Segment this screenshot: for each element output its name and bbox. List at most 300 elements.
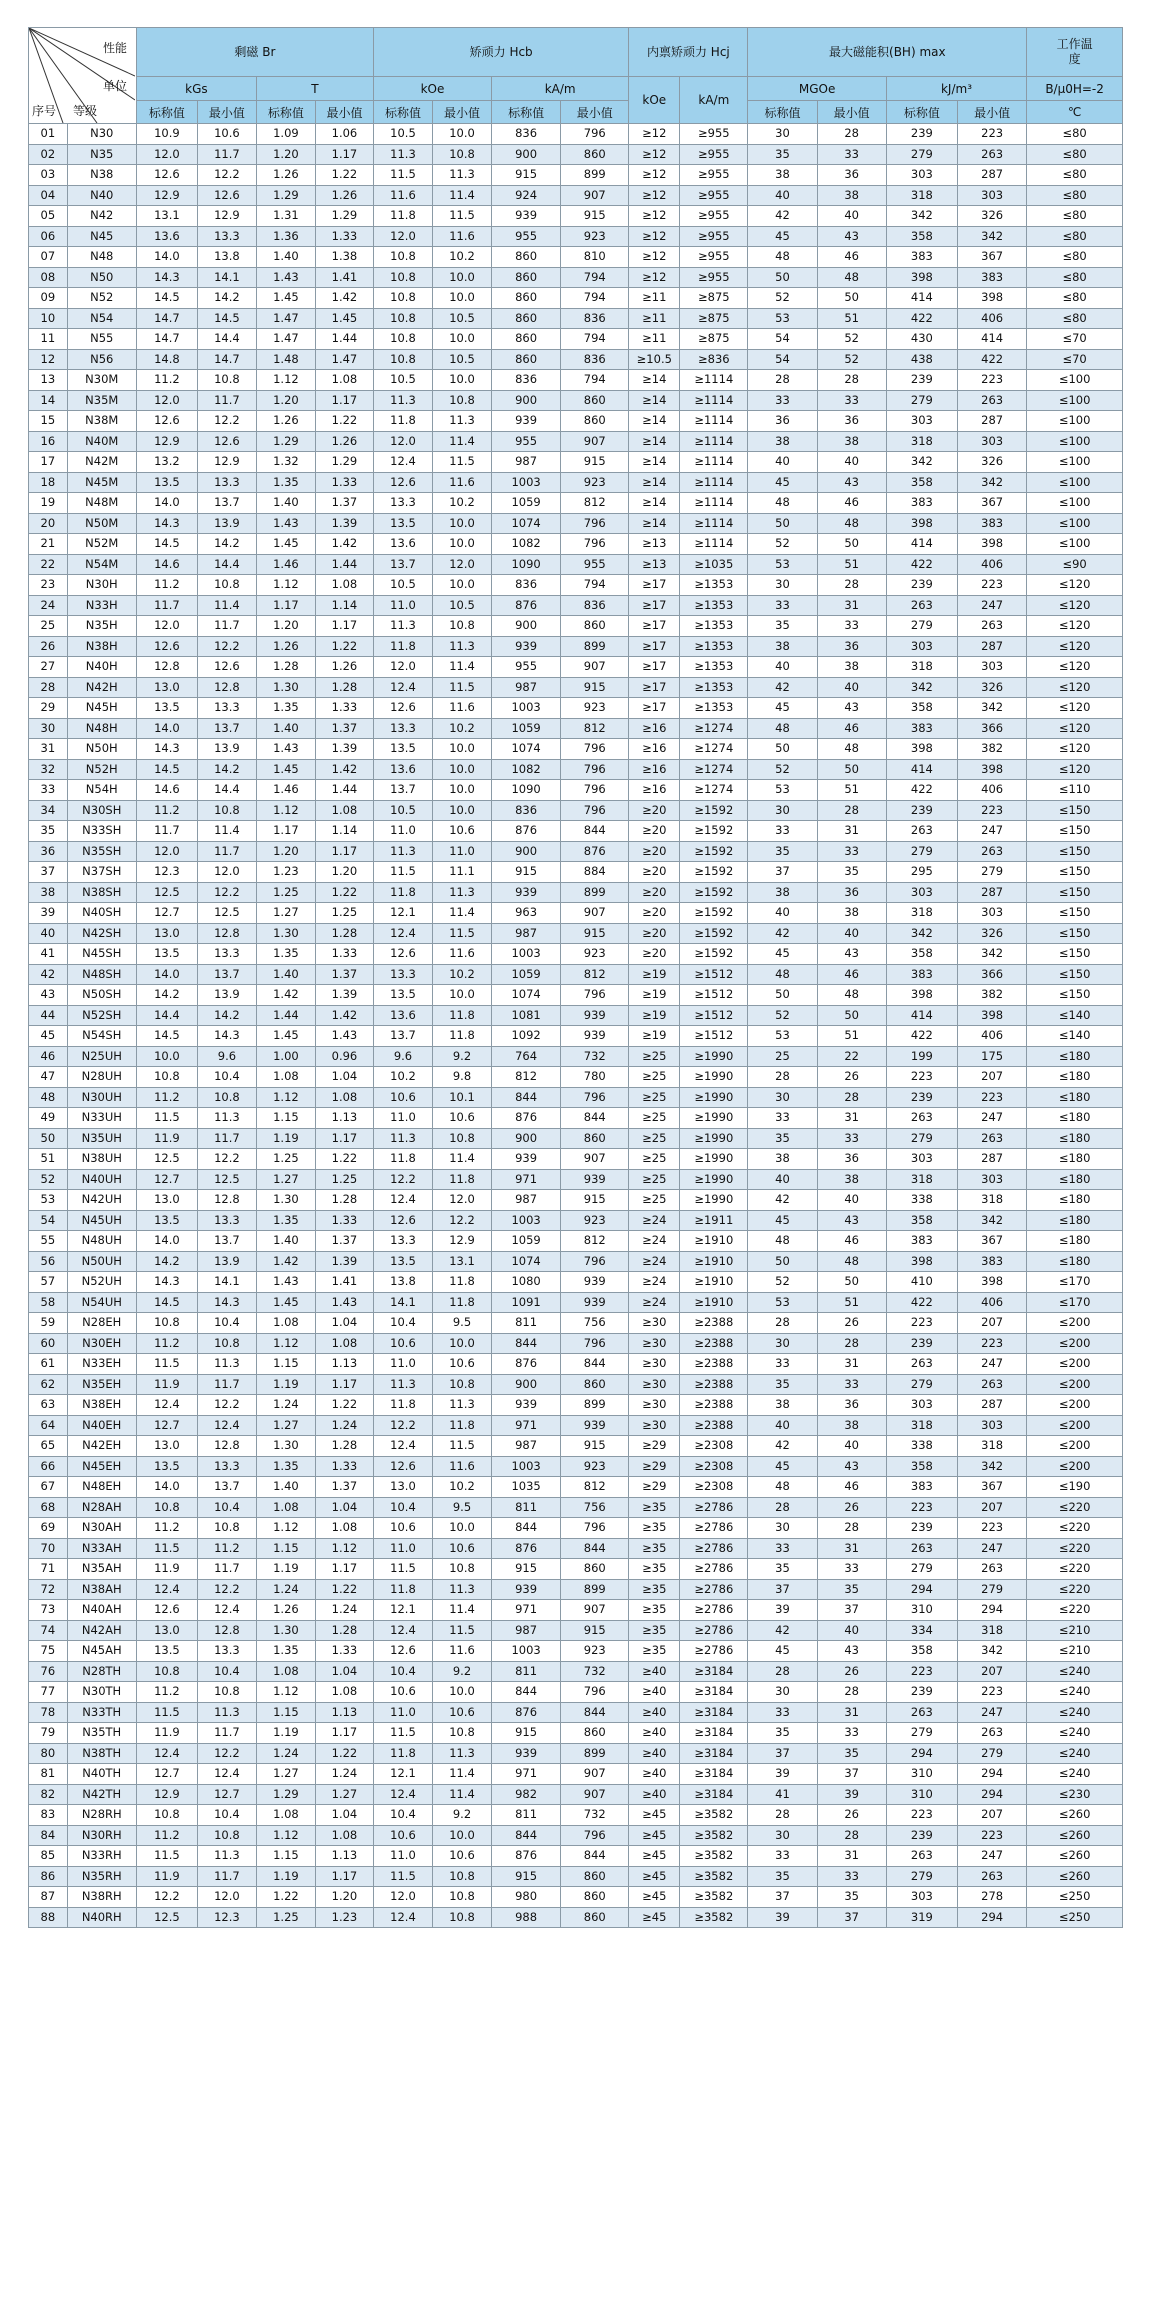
cell-serial: 78	[29, 1702, 68, 1723]
table-row	[29, 1456, 1123, 1477]
cell-hcb-koe-min: 11.8	[432, 1415, 491, 1436]
cell-br-t-nominal: 1.40	[256, 1231, 315, 1252]
cell-br-t-nominal: 1.30	[256, 1436, 315, 1457]
cell-hcb-koe-min: 10.8	[432, 1559, 491, 1580]
cell-br-kgs-nominal: 12.2	[136, 1887, 197, 1908]
cell-max-temp: ≤220	[1027, 1497, 1123, 1518]
cell-bh-mgoe-nominal: 42	[748, 206, 817, 227]
cell-bh-mgoe-nominal: 41	[748, 1784, 817, 1805]
cell-br-t-min: 1.17	[315, 144, 373, 165]
cell-hcb-koe-min: 10.0	[432, 267, 491, 288]
cell-bh-mgoe-min: 46	[817, 1477, 886, 1498]
cell-hcb-koe-min: 10.5	[432, 349, 491, 370]
cell-hcb-koe-min: 13.1	[432, 1251, 491, 1272]
cell-hcb-koe-nominal: 10.8	[373, 329, 432, 350]
cell-br-kgs-min: 12.9	[197, 452, 256, 473]
cell-bh-kjm3-min: 303	[958, 1415, 1027, 1436]
cell-br-kgs-nominal: 12.7	[136, 1764, 197, 1785]
cell-br-t-nominal: 1.12	[256, 1333, 315, 1354]
cell-hcj-kam: ≥3184	[680, 1764, 748, 1785]
cell-br-kgs-min: 11.7	[197, 390, 256, 411]
cell-hcj-kam: ≥955	[680, 206, 748, 227]
cell-bh-kjm3-min: 383	[958, 267, 1027, 288]
cell-br-t-nominal: 1.27	[256, 903, 315, 924]
cell-br-kgs-min: 14.1	[197, 1272, 256, 1293]
cell-bh-kjm3-nominal: 294	[886, 1743, 957, 1764]
cell-hcj-kam: ≥1114	[680, 493, 748, 514]
cell-bh-mgoe-nominal: 42	[748, 1190, 817, 1211]
cell-hcb-kam-min: 796	[561, 780, 629, 801]
cell-bh-mgoe-nominal: 28	[748, 1661, 817, 1682]
cell-serial: 72	[29, 1579, 68, 1600]
cell-hcb-kam-nominal: 876	[492, 821, 561, 842]
table-row	[29, 1600, 1123, 1621]
cell-max-temp: ≤70	[1027, 349, 1123, 370]
cell-hcb-kam-min: 796	[561, 534, 629, 555]
cell-bh-kjm3-min: 279	[958, 1743, 1027, 1764]
cell-hcj-koe: ≥24	[629, 1251, 680, 1272]
cell-br-kgs-nominal: 14.7	[136, 308, 197, 329]
cell-br-t-nominal: 1.17	[256, 595, 315, 616]
cell-bh-mgoe-nominal: 25	[748, 1046, 817, 1067]
cell-grade: N42EH	[67, 1436, 136, 1457]
cell-serial: 37	[29, 862, 68, 883]
cell-bh-kjm3-min: 294	[958, 1600, 1027, 1621]
cell-hcb-koe-nominal: 12.0	[373, 657, 432, 678]
cell-bh-kjm3-nominal: 383	[886, 964, 957, 985]
cell-bh-kjm3-min: 223	[958, 1825, 1027, 1846]
cell-hcj-kam: ≥955	[680, 247, 748, 268]
cell-hcb-koe-min: 10.8	[432, 1907, 491, 1928]
table-row	[29, 1497, 1123, 1518]
cell-br-kgs-nominal: 10.8	[136, 1067, 197, 1088]
cell-bh-kjm3-nominal: 383	[886, 1477, 957, 1498]
cell-bh-kjm3-nominal: 358	[886, 226, 957, 247]
cell-br-t-nominal: 1.30	[256, 1190, 315, 1211]
unit-koe: kOe	[373, 77, 491, 101]
cell-hcb-koe-min: 9.5	[432, 1497, 491, 1518]
table-row	[29, 1477, 1123, 1498]
cell-br-t-min: 1.39	[315, 985, 373, 1006]
cell-serial: 73	[29, 1600, 68, 1621]
cell-bh-mgoe-min: 48	[817, 985, 886, 1006]
cell-max-temp: ≤120	[1027, 575, 1123, 596]
cell-hcb-koe-min: 10.8	[432, 616, 491, 637]
cell-br-kgs-min: 12.2	[197, 882, 256, 903]
cell-max-temp: ≤100	[1027, 472, 1123, 493]
cell-bh-kjm3-nominal: 422	[886, 1292, 957, 1313]
cell-br-t-min: 1.17	[315, 1559, 373, 1580]
cell-bh-mgoe-min: 31	[817, 821, 886, 842]
cell-bh-kjm3-nominal: 239	[886, 124, 957, 145]
cell-bh-kjm3-nominal: 422	[886, 308, 957, 329]
cell-bh-kjm3-min: 263	[958, 1128, 1027, 1149]
cell-br-kgs-min: 12.4	[197, 1600, 256, 1621]
cell-hcb-kam-nominal: 1003	[492, 1641, 561, 1662]
cell-hcb-koe-min: 10.8	[432, 1374, 491, 1395]
cell-br-t-min: 1.29	[315, 452, 373, 473]
cell-bh-kjm3-min: 367	[958, 247, 1027, 268]
cell-br-t-min: 1.26	[315, 431, 373, 452]
cell-hcj-kam: ≥2308	[680, 1477, 748, 1498]
cell-bh-kjm3-min: 342	[958, 472, 1027, 493]
cell-bh-mgoe-nominal: 33	[748, 390, 817, 411]
cell-br-kgs-min: 11.3	[197, 1846, 256, 1867]
cell-hcb-kam-min: 794	[561, 288, 629, 309]
cell-serial: 80	[29, 1743, 68, 1764]
cell-grade: N40SH	[67, 903, 136, 924]
cell-max-temp: ≤220	[1027, 1518, 1123, 1539]
cell-hcb-koe-nominal: 11.0	[373, 595, 432, 616]
cell-hcb-kam-nominal: 955	[492, 226, 561, 247]
cell-bh-mgoe-min: 28	[817, 575, 886, 596]
cell-br-t-min: 1.33	[315, 472, 373, 493]
cell-hcb-kam-nominal: 1003	[492, 1210, 561, 1231]
cell-hcb-kam-min: 939	[561, 1272, 629, 1293]
cell-br-kgs-nominal: 11.2	[136, 370, 197, 391]
cell-hcj-kam: ≥955	[680, 226, 748, 247]
cell-hcb-koe-nominal: 11.3	[373, 1374, 432, 1395]
table-row	[29, 247, 1123, 268]
cell-br-t-nominal: 1.42	[256, 985, 315, 1006]
cell-hcb-kam-min: 844	[561, 1538, 629, 1559]
cell-br-kgs-nominal: 10.8	[136, 1497, 197, 1518]
cell-hcj-koe: ≥11	[629, 308, 680, 329]
cell-serial: 23	[29, 575, 68, 596]
cell-hcb-kam-nominal: 860	[492, 247, 561, 268]
cell-bh-mgoe-min: 43	[817, 1641, 886, 1662]
cell-hcb-kam-nominal: 836	[492, 124, 561, 145]
cell-br-t-nominal: 1.20	[256, 841, 315, 862]
cell-hcj-koe: ≥40	[629, 1723, 680, 1744]
cell-max-temp: ≤80	[1027, 185, 1123, 206]
cell-br-kgs-min: 12.8	[197, 923, 256, 944]
cell-hcb-koe-nominal: 10.6	[373, 1333, 432, 1354]
cell-bh-kjm3-min: 398	[958, 534, 1027, 555]
cell-bh-kjm3-min: 247	[958, 595, 1027, 616]
cell-br-t-nominal: 1.12	[256, 1518, 315, 1539]
cell-bh-mgoe-min: 39	[817, 1784, 886, 1805]
cell-br-kgs-nominal: 12.4	[136, 1579, 197, 1600]
cell-bh-mgoe-nominal: 35	[748, 1866, 817, 1887]
cell-hcj-kam: ≥875	[680, 308, 748, 329]
cell-br-kgs-min: 12.2	[197, 1149, 256, 1170]
cell-grade: N28UH	[67, 1067, 136, 1088]
cell-hcb-kam-nominal: 836	[492, 370, 561, 391]
cell-hcb-koe-nominal: 13.0	[373, 1477, 432, 1498]
cell-serial: 49	[29, 1108, 68, 1129]
header-remanence: 剩磁 Br	[136, 28, 373, 77]
cell-hcb-koe-min: 10.6	[432, 1702, 491, 1723]
cell-br-t-nominal: 1.08	[256, 1661, 315, 1682]
cell-bh-mgoe-nominal: 30	[748, 800, 817, 821]
cell-br-kgs-nominal: 14.6	[136, 554, 197, 575]
table-row	[29, 431, 1123, 452]
cell-bh-mgoe-min: 36	[817, 1149, 886, 1170]
cell-grade: N28EH	[67, 1313, 136, 1334]
cell-hcj-koe: ≥40	[629, 1702, 680, 1723]
cell-hcb-kam-min: 915	[561, 1436, 629, 1457]
cell-hcb-koe-nominal: 10.8	[373, 267, 432, 288]
table-row	[29, 841, 1123, 862]
unit-mgoe: MGOe	[748, 77, 886, 101]
cell-bh-mgoe-nominal: 45	[748, 698, 817, 719]
cell-hcj-kam: ≥3184	[680, 1682, 748, 1703]
cell-hcb-kam-min: 860	[561, 144, 629, 165]
table-row	[29, 1866, 1123, 1887]
cell-hcb-koe-nominal: 10.8	[373, 349, 432, 370]
cell-bh-mgoe-nominal: 30	[748, 575, 817, 596]
cell-hcb-koe-min: 10.6	[432, 1846, 491, 1867]
cell-hcj-koe: ≥14	[629, 411, 680, 432]
cell-br-t-nominal: 1.30	[256, 923, 315, 944]
cell-br-kgs-nominal: 11.2	[136, 1518, 197, 1539]
cell-br-kgs-min: 11.7	[197, 616, 256, 637]
cell-hcb-koe-min: 10.0	[432, 534, 491, 555]
cell-bh-mgoe-min: 28	[817, 1518, 886, 1539]
cell-hcb-koe-min: 10.5	[432, 308, 491, 329]
cell-hcj-koe: ≥14	[629, 431, 680, 452]
cell-hcb-kam-min: 796	[561, 124, 629, 145]
cell-hcj-koe: ≥16	[629, 780, 680, 801]
cell-serial: 34	[29, 800, 68, 821]
cell-hcb-koe-min: 11.1	[432, 862, 491, 883]
cell-br-t-nominal: 1.12	[256, 1087, 315, 1108]
cell-bh-kjm3-nominal: 279	[886, 144, 957, 165]
cell-hcj-kam: ≥1911	[680, 1210, 748, 1231]
cell-hcb-koe-min: 11.5	[432, 1620, 491, 1641]
cell-bh-mgoe-nominal: 45	[748, 1210, 817, 1231]
cell-bh-mgoe-nominal: 33	[748, 1108, 817, 1129]
cell-br-kgs-nominal: 12.6	[136, 1600, 197, 1621]
cell-max-temp: ≤100	[1027, 411, 1123, 432]
cell-hcj-koe: ≥19	[629, 1005, 680, 1026]
cell-grade: N30TH	[67, 1682, 136, 1703]
cell-bh-kjm3-min: 279	[958, 862, 1027, 883]
cell-hcb-kam-min: 923	[561, 1641, 629, 1662]
corner-label-grade: 等级	[73, 104, 98, 118]
cell-max-temp: ≤150	[1027, 800, 1123, 821]
table-row	[29, 821, 1123, 842]
cell-br-t-min: 1.42	[315, 534, 373, 555]
cell-bh-kjm3-min: 326	[958, 452, 1027, 473]
cell-hcj-koe: ≥40	[629, 1682, 680, 1703]
cell-serial: 15	[29, 411, 68, 432]
cell-bh-kjm3-nominal: 422	[886, 1026, 957, 1047]
cell-bh-kjm3-nominal: 398	[886, 267, 957, 288]
cell-bh-kjm3-nominal: 398	[886, 985, 957, 1006]
cell-hcb-kam-nominal: 988	[492, 1907, 561, 1928]
cell-bh-kjm3-min: 406	[958, 1292, 1027, 1313]
cell-bh-kjm3-min: 342	[958, 1210, 1027, 1231]
cell-br-kgs-nominal: 11.9	[136, 1559, 197, 1580]
cell-br-kgs-min: 12.0	[197, 1887, 256, 1908]
cell-hcb-koe-nominal: 11.8	[373, 1149, 432, 1170]
cell-hcb-kam-min: 796	[561, 985, 629, 1006]
cell-br-kgs-min: 13.3	[197, 472, 256, 493]
cell-hcj-kam: ≥1990	[680, 1169, 748, 1190]
table-row	[29, 1026, 1123, 1047]
cell-bh-mgoe-nominal: 53	[748, 308, 817, 329]
cell-bh-kjm3-nominal: 263	[886, 595, 957, 616]
cell-bh-mgoe-min: 38	[817, 1415, 886, 1436]
cell-hcj-koe: ≥25	[629, 1108, 680, 1129]
cell-bh-kjm3-nominal: 303	[886, 1395, 957, 1416]
cell-max-temp: ≤120	[1027, 616, 1123, 637]
cell-bh-mgoe-nominal: 33	[748, 821, 817, 842]
cell-hcb-koe-min: 10.6	[432, 1108, 491, 1129]
cell-hcb-koe-min: 11.3	[432, 1395, 491, 1416]
cell-bh-kjm3-min: 342	[958, 1456, 1027, 1477]
cell-max-temp: ≤260	[1027, 1805, 1123, 1826]
cell-br-t-nominal: 1.12	[256, 800, 315, 821]
cell-grade: N38TH	[67, 1743, 136, 1764]
cell-br-kgs-nominal: 11.9	[136, 1723, 197, 1744]
cell-hcb-kam-min: 732	[561, 1805, 629, 1826]
cell-serial: 46	[29, 1046, 68, 1067]
cell-serial: 60	[29, 1333, 68, 1354]
cell-br-t-min: 1.22	[315, 411, 373, 432]
cell-hcj-koe: ≥16	[629, 739, 680, 760]
cell-hcb-kam-min: 860	[561, 1723, 629, 1744]
cell-br-t-min: 1.37	[315, 493, 373, 514]
cell-hcb-kam-nominal: 900	[492, 1128, 561, 1149]
cell-br-kgs-nominal: 11.7	[136, 595, 197, 616]
cell-hcb-kam-min: 939	[561, 1169, 629, 1190]
cell-hcj-koe: ≥14	[629, 493, 680, 514]
cell-hcb-koe-min: 10.6	[432, 1354, 491, 1375]
corner-label-serial: 序号	[32, 104, 57, 118]
cell-serial: 20	[29, 513, 68, 534]
cell-bh-mgoe-nominal: 48	[748, 247, 817, 268]
cell-br-kgs-nominal: 14.5	[136, 1026, 197, 1047]
cell-bh-mgoe-nominal: 39	[748, 1907, 817, 1928]
cell-max-temp: ≤210	[1027, 1620, 1123, 1641]
cell-hcj-kam: ≥1274	[680, 739, 748, 760]
cell-hcb-koe-nominal: 12.4	[373, 1907, 432, 1928]
cell-bh-mgoe-min: 22	[817, 1046, 886, 1067]
cell-max-temp: ≤200	[1027, 1354, 1123, 1375]
table-row	[29, 1005, 1123, 1026]
cell-hcb-kam-nominal: 939	[492, 1579, 561, 1600]
cell-hcb-koe-nominal: 10.4	[373, 1497, 432, 1518]
cell-bh-kjm3-nominal: 303	[886, 1149, 957, 1170]
cell-hcb-kam-nominal: 1074	[492, 739, 561, 760]
cell-hcb-kam-min: 915	[561, 1190, 629, 1211]
cell-hcb-kam-min: 796	[561, 513, 629, 534]
cell-hcj-kam: ≥1512	[680, 1026, 748, 1047]
cell-max-temp: ≤120	[1027, 718, 1123, 739]
cell-serial: 52	[29, 1169, 68, 1190]
cell-hcj-koe: ≥30	[629, 1415, 680, 1436]
cell-hcj-koe: ≥17	[629, 636, 680, 657]
cell-max-temp: ≤150	[1027, 944, 1123, 965]
cell-bh-kjm3-nominal: 279	[886, 390, 957, 411]
cell-br-kgs-nominal: 12.5	[136, 882, 197, 903]
cell-br-t-min: 1.17	[315, 616, 373, 637]
cell-max-temp: ≤200	[1027, 1313, 1123, 1334]
cell-hcj-koe: ≥45	[629, 1805, 680, 1826]
cell-serial: 32	[29, 759, 68, 780]
cell-max-temp: ≤80	[1027, 288, 1123, 309]
cell-hcb-kam-min: 899	[561, 882, 629, 903]
cell-bh-mgoe-min: 28	[817, 1333, 886, 1354]
cell-serial: 41	[29, 944, 68, 965]
cell-serial: 48	[29, 1087, 68, 1108]
cell-bh-kjm3-min: 406	[958, 308, 1027, 329]
cell-br-t-nominal: 1.35	[256, 1641, 315, 1662]
cell-hcb-kam-nominal: 876	[492, 1354, 561, 1375]
cell-bh-kjm3-min: 398	[958, 1272, 1027, 1293]
cell-br-kgs-min: 13.7	[197, 964, 256, 985]
cell-hcb-kam-min: 907	[561, 657, 629, 678]
cell-br-t-nominal: 1.19	[256, 1374, 315, 1395]
table-row	[29, 185, 1123, 206]
cell-hcb-kam-min: 923	[561, 472, 629, 493]
header-row-units	[29, 77, 1123, 101]
cell-br-t-min: 1.13	[315, 1108, 373, 1129]
cell-hcj-koe: ≥30	[629, 1313, 680, 1334]
cell-hcj-koe: ≥20	[629, 923, 680, 944]
cell-hcb-koe-min: 10.8	[432, 1723, 491, 1744]
cell-bh-kjm3-nominal: 318	[886, 1415, 957, 1436]
cell-bh-mgoe-min: 40	[817, 923, 886, 944]
cell-serial: 86	[29, 1866, 68, 1887]
cell-br-kgs-nominal: 11.7	[136, 821, 197, 842]
table-row	[29, 1210, 1123, 1231]
cell-br-t-nominal: 1.46	[256, 554, 315, 575]
cell-br-t-min: 1.37	[315, 1477, 373, 1498]
cell-bh-mgoe-nominal: 28	[748, 370, 817, 391]
cell-grade: N48M	[67, 493, 136, 514]
cell-bh-mgoe-nominal: 45	[748, 1456, 817, 1477]
cell-hcj-kam: ≥955	[680, 185, 748, 206]
cell-hcj-kam: ≥1512	[680, 985, 748, 1006]
cell-br-kgs-min: 12.2	[197, 1743, 256, 1764]
cell-hcb-koe-nominal: 12.6	[373, 1641, 432, 1662]
cell-br-kgs-min: 10.8	[197, 1825, 256, 1846]
cell-bh-kjm3-nominal: 438	[886, 349, 957, 370]
cell-hcj-kam: ≥1990	[680, 1067, 748, 1088]
cell-hcb-koe-min: 10.0	[432, 1333, 491, 1354]
cell-serial: 61	[29, 1354, 68, 1375]
cell-max-temp: ≤180	[1027, 1108, 1123, 1129]
cell-br-kgs-min: 13.7	[197, 718, 256, 739]
cell-br-t-nominal: 1.00	[256, 1046, 315, 1067]
cell-br-t-nominal: 1.24	[256, 1579, 315, 1600]
cell-hcb-koe-nominal: 10.8	[373, 288, 432, 309]
cell-bh-mgoe-nominal: 45	[748, 944, 817, 965]
cell-hcj-koe: ≥12	[629, 226, 680, 247]
cell-br-kgs-nominal: 12.5	[136, 1149, 197, 1170]
cell-br-t-nominal: 1.35	[256, 944, 315, 965]
table-row	[29, 1190, 1123, 1211]
cell-br-kgs-min: 10.4	[197, 1497, 256, 1518]
cell-serial: 88	[29, 1907, 68, 1928]
cell-bh-mgoe-nominal: 52	[748, 534, 817, 555]
cell-br-kgs-nominal: 13.0	[136, 1436, 197, 1457]
cell-br-t-nominal: 1.40	[256, 247, 315, 268]
cell-hcb-koe-min: 9.2	[432, 1046, 491, 1067]
cell-grade: N52M	[67, 534, 136, 555]
cell-br-kgs-nominal: 12.0	[136, 841, 197, 862]
cell-br-t-nominal: 1.24	[256, 1395, 315, 1416]
cell-serial: 63	[29, 1395, 68, 1416]
cell-max-temp: ≤100	[1027, 452, 1123, 473]
cell-hcb-kam-min: 836	[561, 595, 629, 616]
cell-hcb-kam-nominal: 811	[492, 1805, 561, 1826]
cell-hcj-kam: ≥1353	[680, 636, 748, 657]
